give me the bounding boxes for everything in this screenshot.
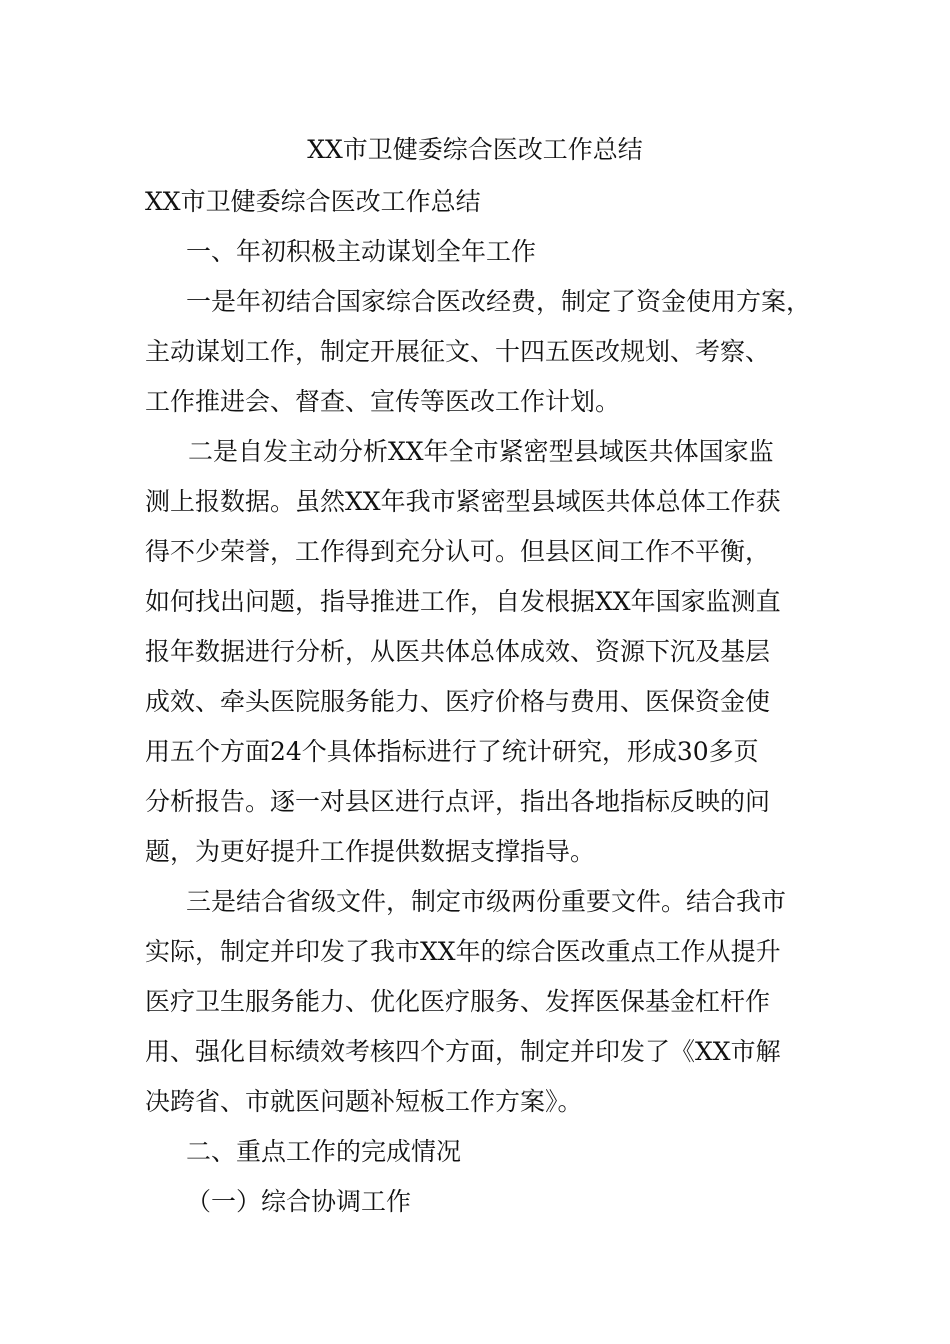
paragraph-3-line-5: 决跨省、市就医问题补短板工作方案》。 <box>145 1087 583 1116</box>
paragraph-2-line-8: 分析报告。逐一对县区进行点评，指出各地指标反映的问 <box>145 787 771 816</box>
paragraph-1-line-1: 一是年初结合国家综合医改经费，制定了资金使用方案， <box>186 287 812 316</box>
paragraph-3-line-1: 三是结合省级文件，制定市级两份重要文件。结合我市 <box>186 887 787 916</box>
heading-section-2: 二、重点工作的完成情况 <box>186 1137 462 1166</box>
document-title: XX市卫健委综合医改工作总结 <box>307 135 643 164</box>
subtitle-line: XX市卫健委综合医改工作总结 <box>145 187 481 216</box>
paragraph-2-line-2: 测上报数据。虽然XX年我市紧密型县域医共体总体工作获 <box>145 487 781 516</box>
paragraph-2-line-9: 题，为更好提升工作提供数据支撑指导。 <box>145 837 596 866</box>
heading-section-1: 一、年初积极主动谋划全年工作 <box>186 237 537 266</box>
paragraph-2-line-1: 二是自发主动分析XX年全市紧密型县域医共体国家监 <box>188 437 774 466</box>
paragraph-2-line-7: 用五个方面24个具体指标进行了统计研究，形成30多页 <box>145 737 759 766</box>
paragraph-3-line-3: 医疗卫生服务能力、优化医疗服务、发挥医保基金杠杆作 <box>145 987 771 1016</box>
paragraph-2-line-5: 报年数据进行分析，从医共体总体成效、资源下沉及基层 <box>145 637 771 666</box>
paragraph-2-line-6: 成效、牵头医院服务能力、医疗价格与费用、医保资金使 <box>145 687 771 716</box>
paragraph-2-line-4: 如何找出问题，指导推进工作，自发根据XX年国家监测直 <box>145 587 781 616</box>
paragraph-1-line-2: 主动谋划工作，制定开展征文、十四五医改规划、考察、 <box>145 337 771 366</box>
paragraph-2-line-3: 得不少荣誉，工作得到充分认可。但县区间工作不平衡， <box>145 537 771 566</box>
paragraph-3-line-2: 实际，制定并印发了我市XX年的综合医改重点工作从提升 <box>145 937 781 966</box>
paragraph-1-line-3: 工作推进会、督查、宣传等医改工作计划。 <box>145 387 621 416</box>
heading-subsection-1: （一）综合协调工作 <box>186 1187 412 1216</box>
paragraph-3-line-4: 用、强化目标绩效考核四个方面，制定并印发了《XX市解 <box>145 1037 781 1066</box>
